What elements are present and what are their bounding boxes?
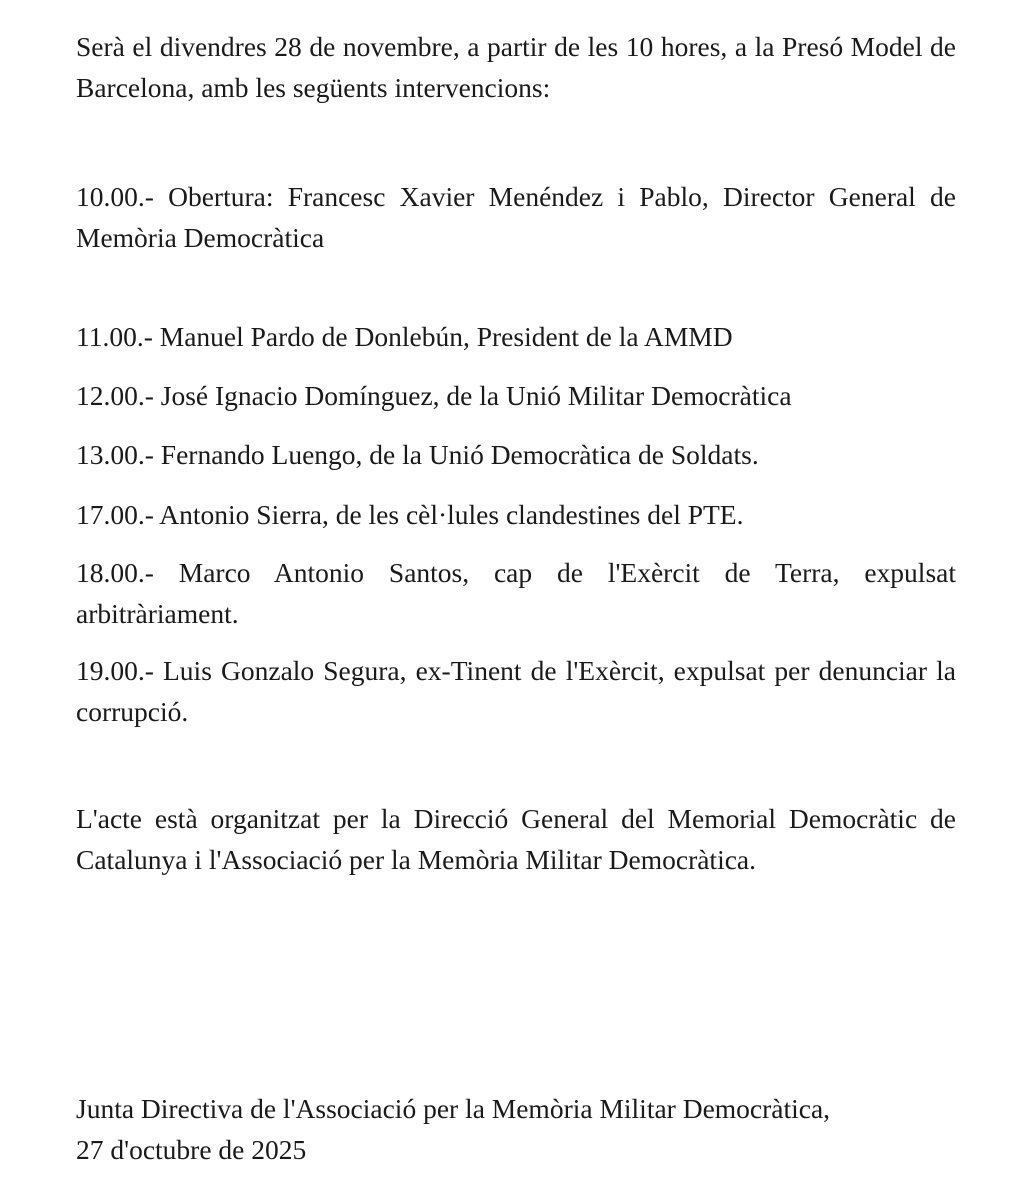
signature-block — [76, 1088, 956, 1170]
schedule-item: 12.00.- José Ignacio Domínguez, de la Unió Militar Democràtica — [76, 380, 792, 411]
schedule-item: 11.00.- Manuel Pardo de Donlebún, President de la AMMD — [76, 321, 733, 352]
signature-line: Junta Directiva de l'Associació per la Memòria Militar Democràtica, — [76, 1093, 831, 1124]
signature-date: 27 d'octubre de 2025 — [76, 1134, 307, 1165]
schedule-item: 13.00.- Fernando Luengo, de la Unió Democràtica de Soldats. — [76, 439, 759, 470]
schedule-item-opening: 10.00.- Obertura: Francesc Xavier Menéndez i Pablo, Director General de Memòria Democràtica — [76, 181, 956, 253]
intro-paragraph: Serà el divendres 28 de novembre, a partir de les 10 hores, a la Presó Model de Barcelona, amb les següents intervencions: — [76, 31, 956, 103]
organizer-paragraph: L'acte està organitzat per la Direcció General del Memorial Democràtic de Catalunya i l'Associació per la Memòria Militar Democràtica. — [76, 803, 956, 875]
schedule-item: 19.00.- Luis Gonzalo Segura, ex-Tinent de l'Exèrcit, expulsat per denunciar la corrupció. — [76, 655, 956, 727]
schedule-item: 17.00.- Antonio Sierra, de les cèl·lules clandestines del PTE. — [76, 499, 744, 530]
schedule-item: 18.00.- Marco Antonio Santos, cap de l'Exèrcit de Terra, expulsat arbitràriament. — [76, 557, 956, 629]
